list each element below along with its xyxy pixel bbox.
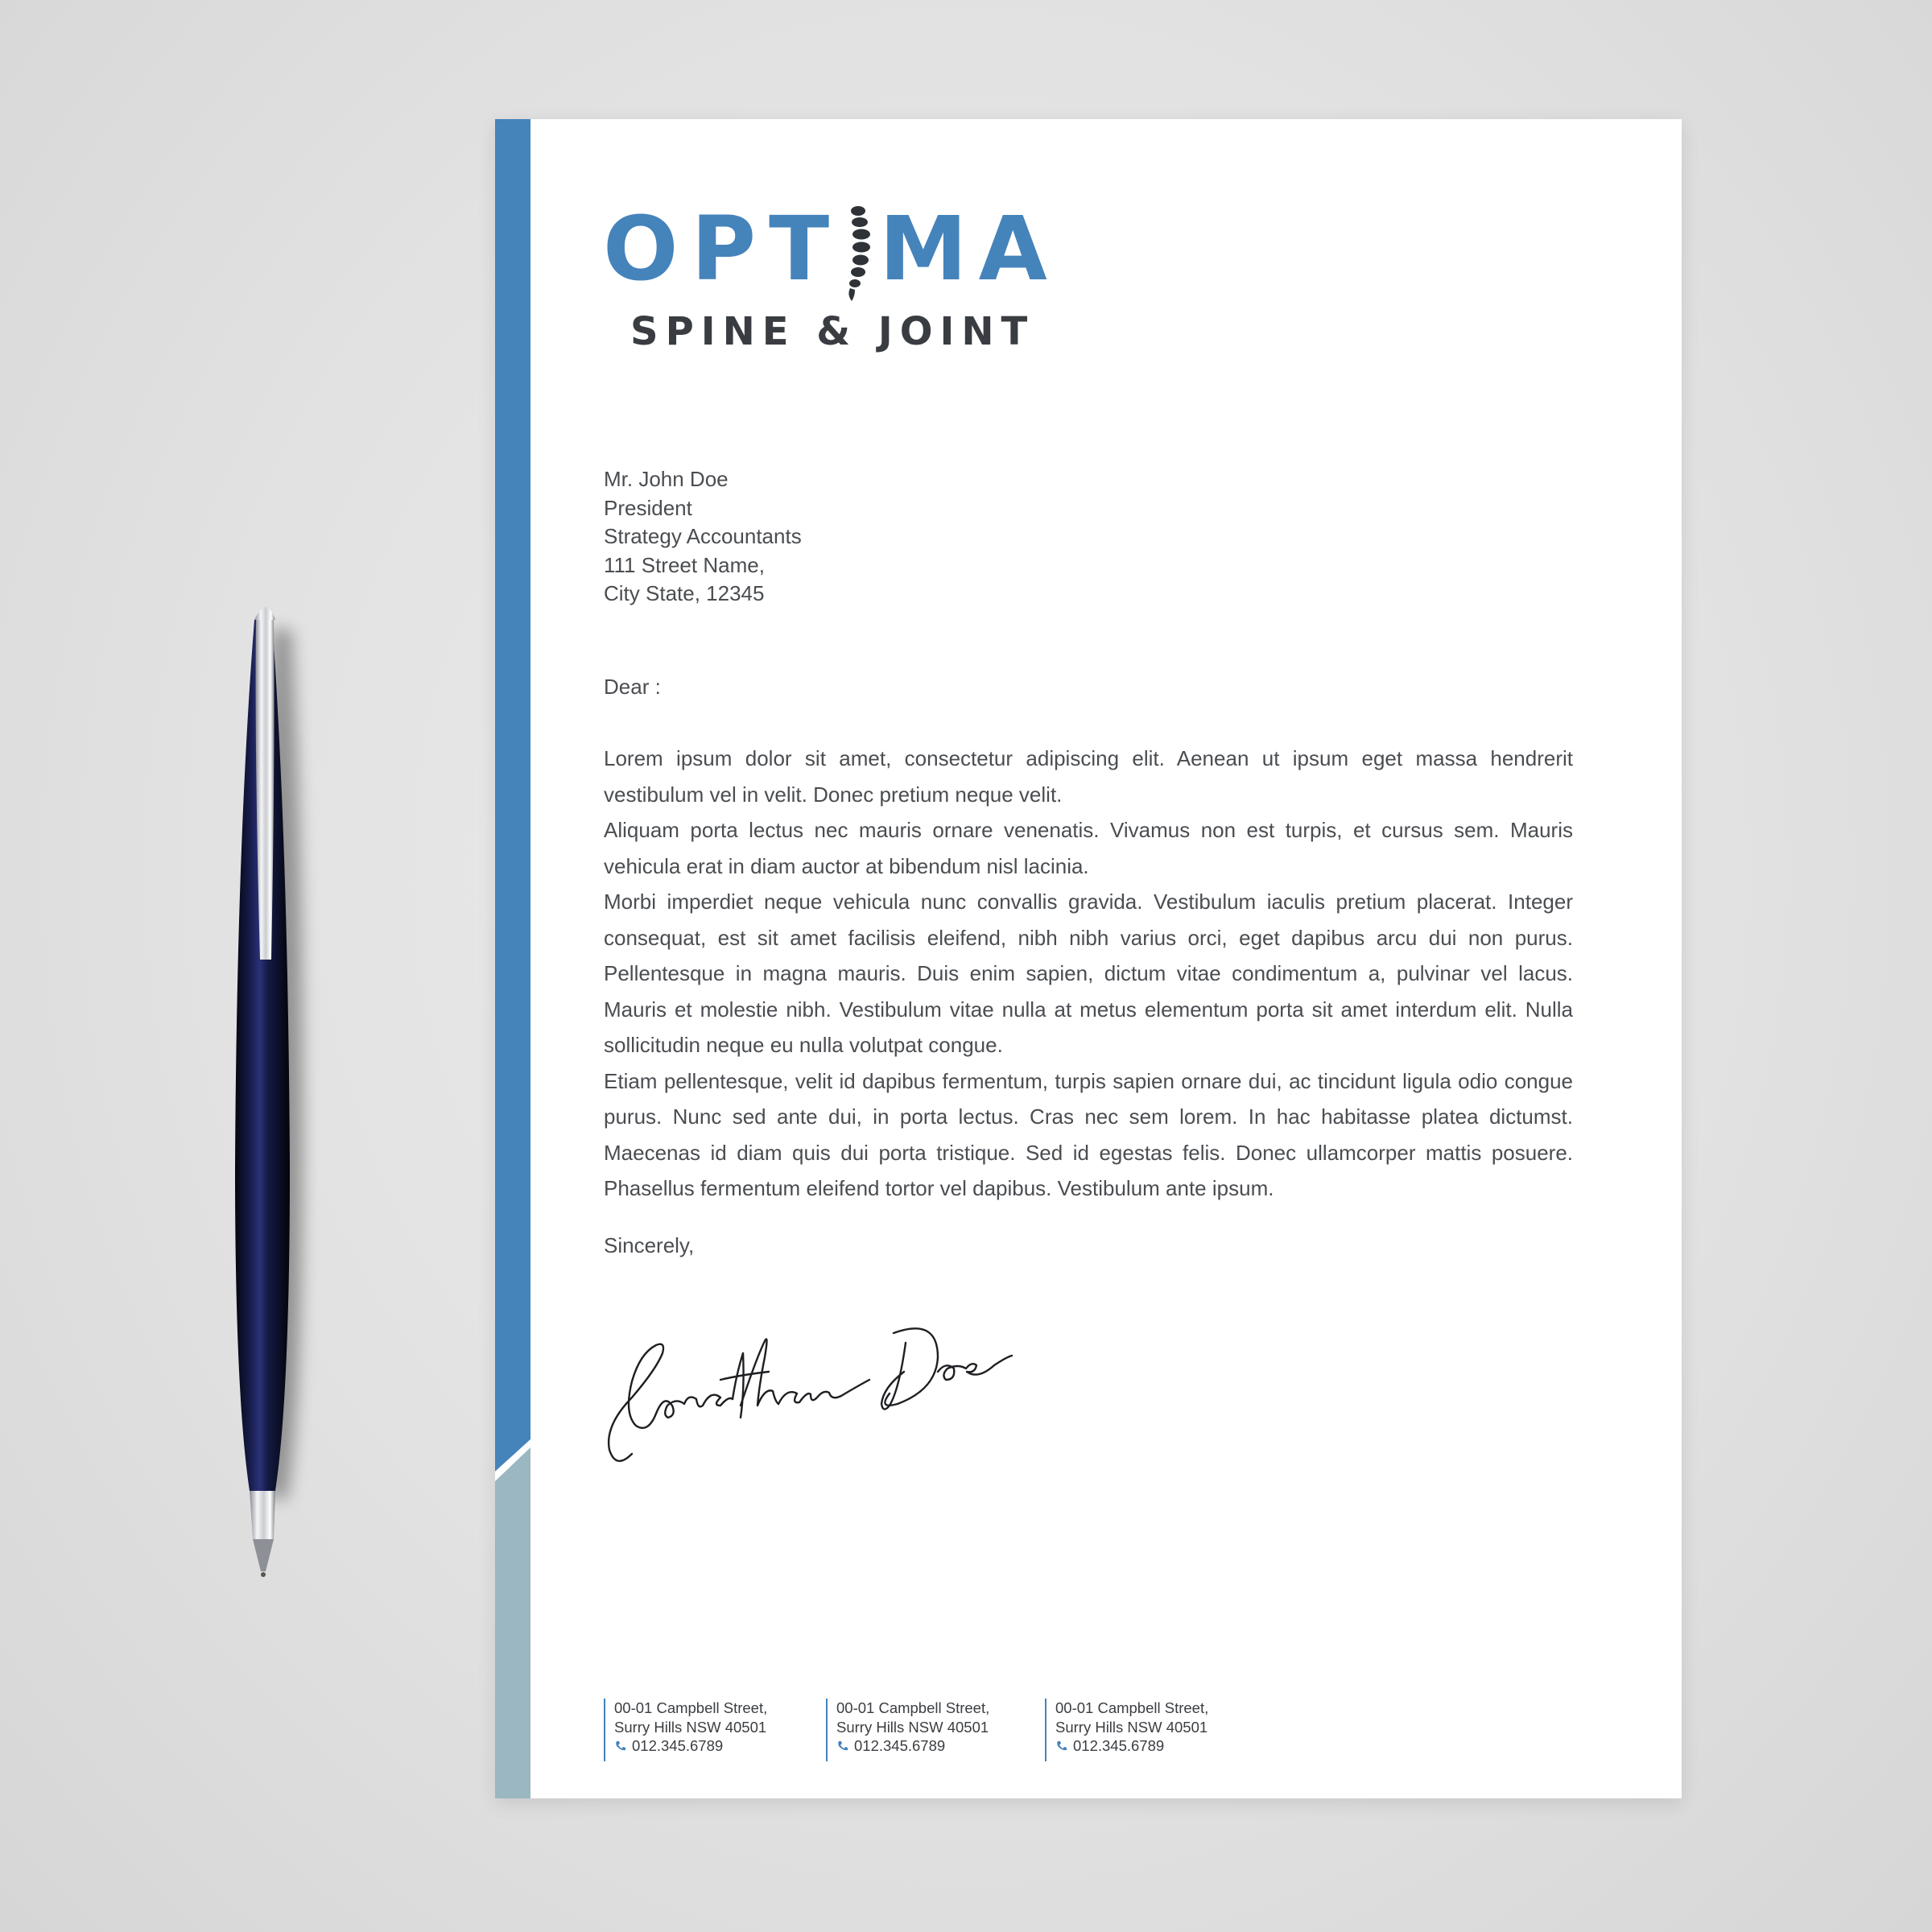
signature: [600, 1285, 1018, 1486]
letterhead-page: [495, 119, 1682, 1798]
recipient-title: President: [604, 495, 692, 520]
recipient-street: 111 Street Name,: [604, 552, 765, 577]
phone-icon: [1055, 1740, 1068, 1752]
body-paragraph: Etiam pellentesque, velit id dapibus fermentum, turpis sapien ornare dui, ac tincidunt ligula odio congue purus. Nunc sed ante dui, in porta lectus. Cras nec sem lorem. In hac habitasse platea dictumst. Maecenas id diam quis dui porta tristique. Sed id egestas felis. Donec ullamcorper mattis posuere. Phasellus fermentum eleifend tortor vel dapibus. Vestibulum ante ipsum.: [604, 1068, 1573, 1200]
contact-address-line1: 00-01 Campbell Street,: [1055, 1699, 1209, 1716]
logo-word-left: OPT: [603, 197, 843, 300]
recipient-address: [604, 465, 1573, 609]
phone-icon: [836, 1740, 849, 1752]
recipient-company: Strategy Accountants: [604, 524, 802, 548]
contact-phone: 012.345.6789: [632, 1737, 724, 1754]
contact-address-line1: 00-01 Campbell Street,: [836, 1699, 990, 1716]
body-paragraph: Morbi imperdiet neque vehicula nunc convallis gravida. Vestibulum iaculis pretium placerat. Integer consequat, est sit amet facilisis eleifend, nibh nibh varius orci, eget dapibus arcu dui non purus. Pellentesque in magna mauris. Duis enim sapien, dictum vitae condimentum a, pulvinar vel lacus. Mauris et molestie nibh. Vestibulum vitae nulla at metus elementum porta sit amet interdum elit. Nulla sollicitudin neque eu nulla volutpat congue.: [604, 890, 1573, 1057]
contact-phone: 012.345.6789: [1073, 1737, 1165, 1754]
recipient-city: City State, 12345: [604, 581, 765, 605]
side-stripe: [495, 119, 530, 1798]
logo-subtitle: SPINE & JOINT: [630, 309, 1035, 354]
contact-address-line2: Surry Hills NSW 40501: [1055, 1718, 1208, 1736]
closing: Sincerely,: [604, 1233, 695, 1257]
body-paragraph: Lorem ipsum dolor sit amet, consectetur adipiscing elit. Aenean ut ipsum eget massa hendrerit vestibulum vel in velit. Donec pretium neque velit.: [604, 746, 1573, 807]
contact-address-line2: Surry Hills NSW 40501: [614, 1718, 767, 1736]
ballpoint-pen-icon: [225, 605, 338, 1587]
footer-contact: [1045, 1699, 1208, 1761]
spine-vertebrae-icon: [839, 188, 874, 309]
phone-icon: [614, 1740, 627, 1752]
contact-address-line2: Surry Hills NSW 40501: [836, 1718, 989, 1736]
letter-body: [604, 741, 1573, 1207]
footer-contact: [826, 1699, 989, 1761]
logo-word-right: MA: [879, 197, 1059, 300]
salutation: Dear :: [604, 675, 661, 699]
footer-contact: [604, 1699, 767, 1761]
body-paragraph: Aliquam porta lectus nec mauris ornare venenatis. Vivamus non est turpis, et cursus sem. Mauris vehicula erat in diam auctor at bibendum nisl lacinia.: [604, 818, 1573, 878]
company-logo: [603, 188, 1059, 390]
contact-address-line1: 00-01 Campbell Street,: [614, 1699, 768, 1716]
contact-phone: 012.345.6789: [854, 1737, 946, 1754]
recipient-name: Mr. John Doe: [604, 467, 729, 491]
